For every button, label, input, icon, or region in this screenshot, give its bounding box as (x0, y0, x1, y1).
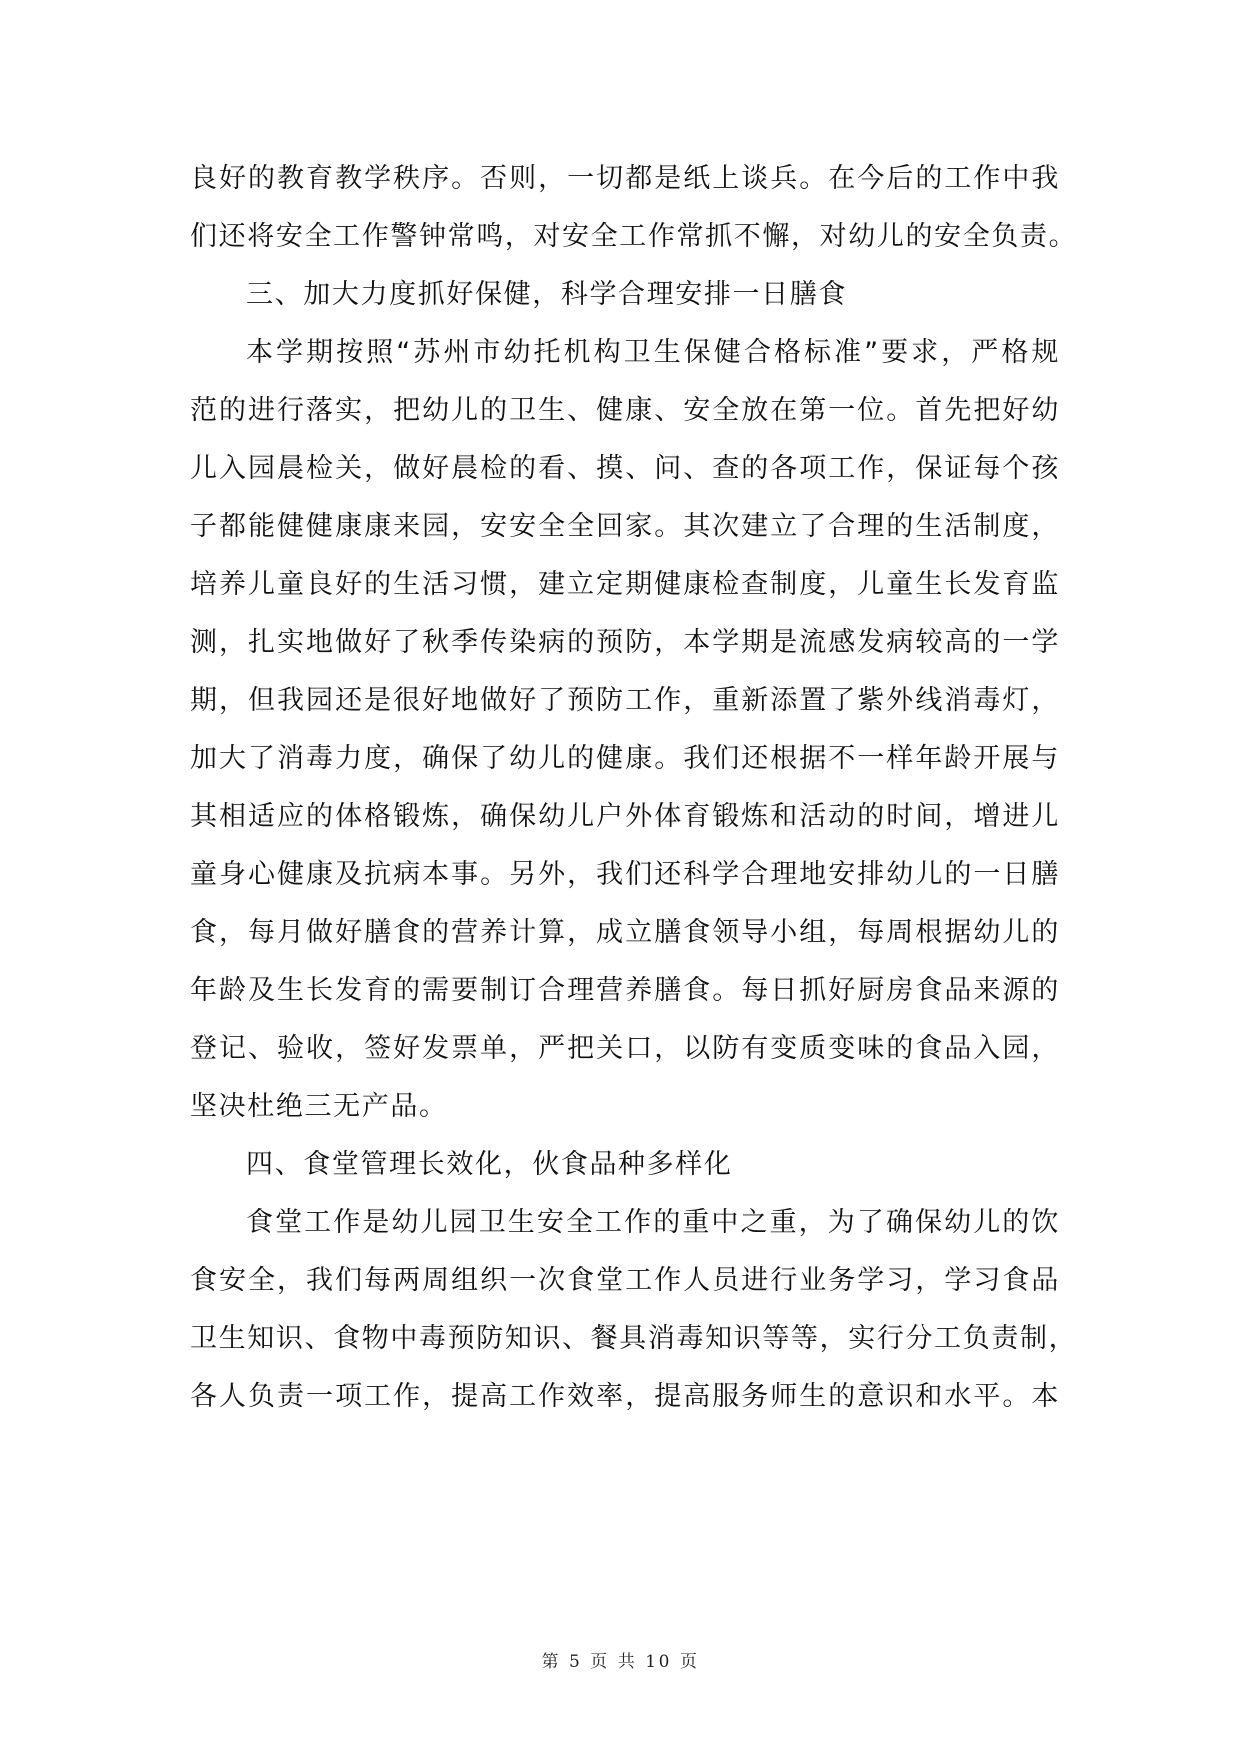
text-line: 坚决杜绝三无产品。 (190, 1091, 448, 1122)
text-line: 本学期按照“苏州市幼托机构卫生保健合格标准”要求，严格规 (246, 337, 1060, 368)
page-footer: 第 5 页 共 10 页 (541, 1652, 700, 1672)
text-line: 食堂工作是幼儿园卫生安全工作的重中之重，为了确保幼儿的饮 (246, 1207, 1060, 1238)
text-line: 其相适应的体格锻炼，确保幼儿户外体育锻炼和活动的时间，增进儿 (190, 801, 1060, 832)
text-line: 儿入园晨检关，做好晨检的看、摸、问、查的各项工作，保证每个孩 (190, 453, 1060, 484)
text-line: 子都能健健康康来园，安安全全回家。其次建立了合理的生活制度， (190, 511, 1060, 542)
text-line: 食，每月做好膳食的营养计算，成立膳食领导小组，每周根据幼儿的 (190, 917, 1060, 948)
text-line: 登记、验收，签好发票单，严把关口，以防有变质变味的食品入园， (190, 1033, 1060, 1064)
text-line: 年龄及生长发育的需要制订合理营养膳食。每日抓好厨房食品来源的 (190, 975, 1060, 1006)
text-line: 期，但我园还是很好地做好了预防工作，重新添置了紫外线消毒灯， (190, 685, 1060, 716)
text-line: 良好的教育教学秩序。否则，一切都是纸上谈兵。在今后的工作中我 (190, 163, 1060, 194)
text-line: 们还将安全工作警钟常鸣，对安全工作常抓不懈，对幼儿的安全负责。 (190, 221, 1078, 252)
text-line: 卫生知识、食物中毒预防知识、餐具消毒知识等等，实行分工负责制， (190, 1323, 1078, 1354)
section-heading: 三、加大力度抓好保健，科学合理安排一日膳食 (246, 279, 848, 310)
text-line: 范的进行落实，把幼儿的卫生、健康、安全放在第一位。首先把好幼 (190, 395, 1060, 426)
text-line: 加大了消毒力度，确保了幼儿的健康。我们还根据不一样年龄开展与 (190, 743, 1060, 774)
text-line: 食安全，我们每两周组织一次食堂工作人员进行业务学习，学习食品 (190, 1265, 1060, 1296)
text-line: 测，扎实地做好了秋季传染病的预防，本学期是流感发病较高的一学 (190, 627, 1060, 658)
section-heading: 四、食堂管理长效化，伙食品种多样化 (246, 1149, 733, 1180)
text-line: 童身心健康及抗病本事。另外，我们还科学合理地安排幼儿的一日膳 (190, 859, 1060, 890)
text-line: 培养儿童良好的生活习惯，建立定期健康检查制度，儿童生长发育监 (190, 569, 1060, 600)
text-line: 各人负责一项工作，提高工作效率，提高服务师生的意识和水平。本 (190, 1381, 1060, 1412)
